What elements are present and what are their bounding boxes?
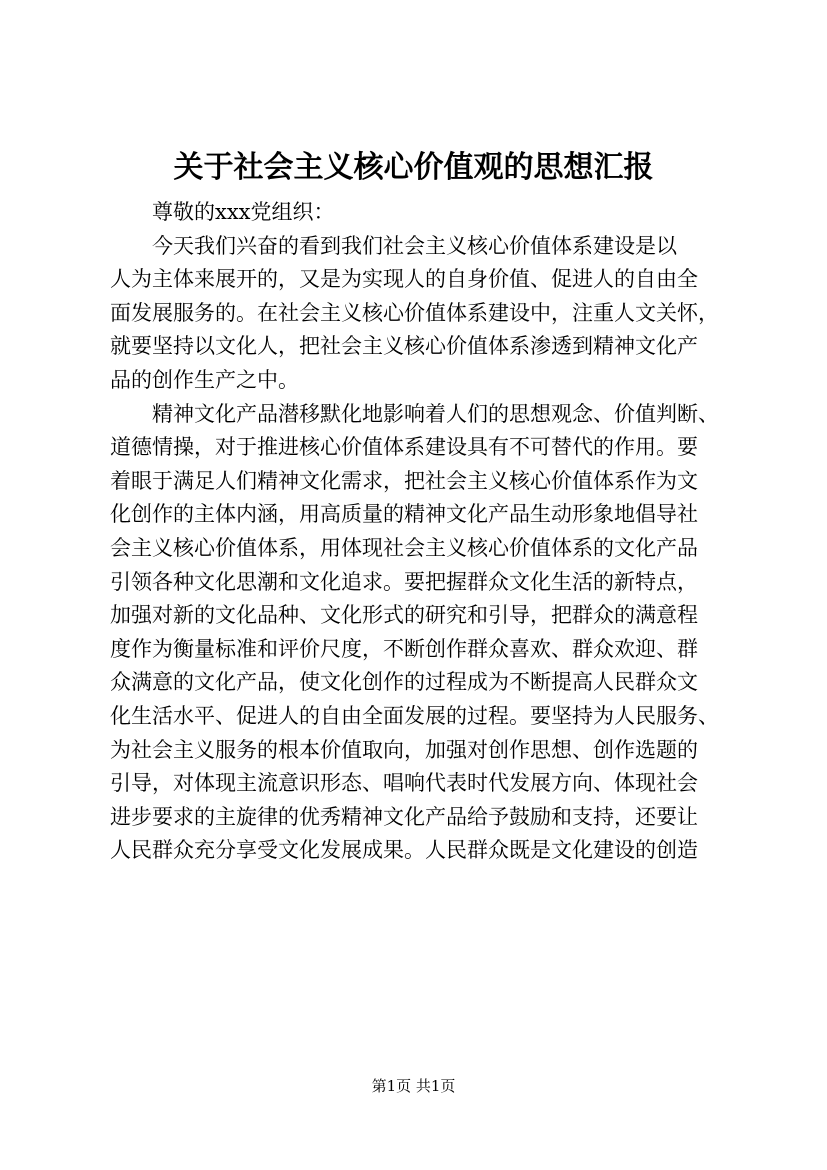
paragraph-line: 为社会主义服务的根本价值取向，加强对创作思想、创作选题的 <box>110 737 698 762</box>
paragraph-line: 引导，对体现主流意识形态、唱响代表时代发展方向、体现社会 <box>110 771 698 796</box>
document-body <box>110 196 730 868</box>
paragraph-line: 引领各种文化思潮和文化追求。要把握群众文化生活的新特点， <box>110 569 698 594</box>
paragraph-line: 人民群众充分享受文化发展成果。人民群众既是文化建设的创造 <box>110 838 698 863</box>
paragraph-line: 精神文化产品潜移默化地影响着人们的思想观念、价值判断、 <box>152 401 719 426</box>
paragraph-line: 会主义核心价值体系，用体现社会主义核心价值体系的文化产品 <box>110 535 698 560</box>
paragraph-line: 化创作的主体内涵，用高质量的精神文化产品生动形象地倡导社 <box>110 502 698 527</box>
paragraph-line: 道德情操，对于推进核心价值体系建设具有不可替代的作用。要 <box>110 435 698 460</box>
page-footer: 第1页 共1页 <box>371 1077 456 1095</box>
paragraph-line: 着眼于满足人们精神文化需求，把社会主义核心价值体系作为文 <box>110 468 698 493</box>
paragraph-line: 度作为衡量标准和评价尺度，不断创作群众喜欢、群众欢迎、群 <box>110 636 698 661</box>
paragraph-line: 众满意的文化产品，使文化创作的过程成为不断提高人民群众文 <box>110 670 698 695</box>
paragraph-line: 进步要求的主旋律的优秀精神文化产品给予鼓励和支持，还要让 <box>110 804 698 829</box>
paragraph-line: 品的创作生产之中。 <box>110 367 299 392</box>
paragraph-line: 化生活水平、促进人的自由全面发展的过程。要坚持为人民服务、 <box>110 703 719 728</box>
paragraph-line: 就要坚持以文化人，把社会主义核心价值体系渗透到精神文化产 <box>110 334 698 359</box>
document-title: 关于社会主义核心价值观的思想汇报 <box>173 150 654 185</box>
paragraph-line: 今天我们兴奋的看到我们社会主义核心价值体系建设是以 <box>152 233 677 258</box>
salutation: 尊敬的xxx党组织： <box>152 200 335 224</box>
paragraph-line: 面发展服务的。在社会主义核心价值体系建设中，注重人文关怀， <box>110 300 719 325</box>
paragraph-line: 加强对新的文化品种、文化形式的研究和引导，把群众的满意程 <box>110 603 698 628</box>
paragraph-line: 人为主体来展开的，又是为实现人的自身价值、促进人的自由全 <box>110 267 698 292</box>
